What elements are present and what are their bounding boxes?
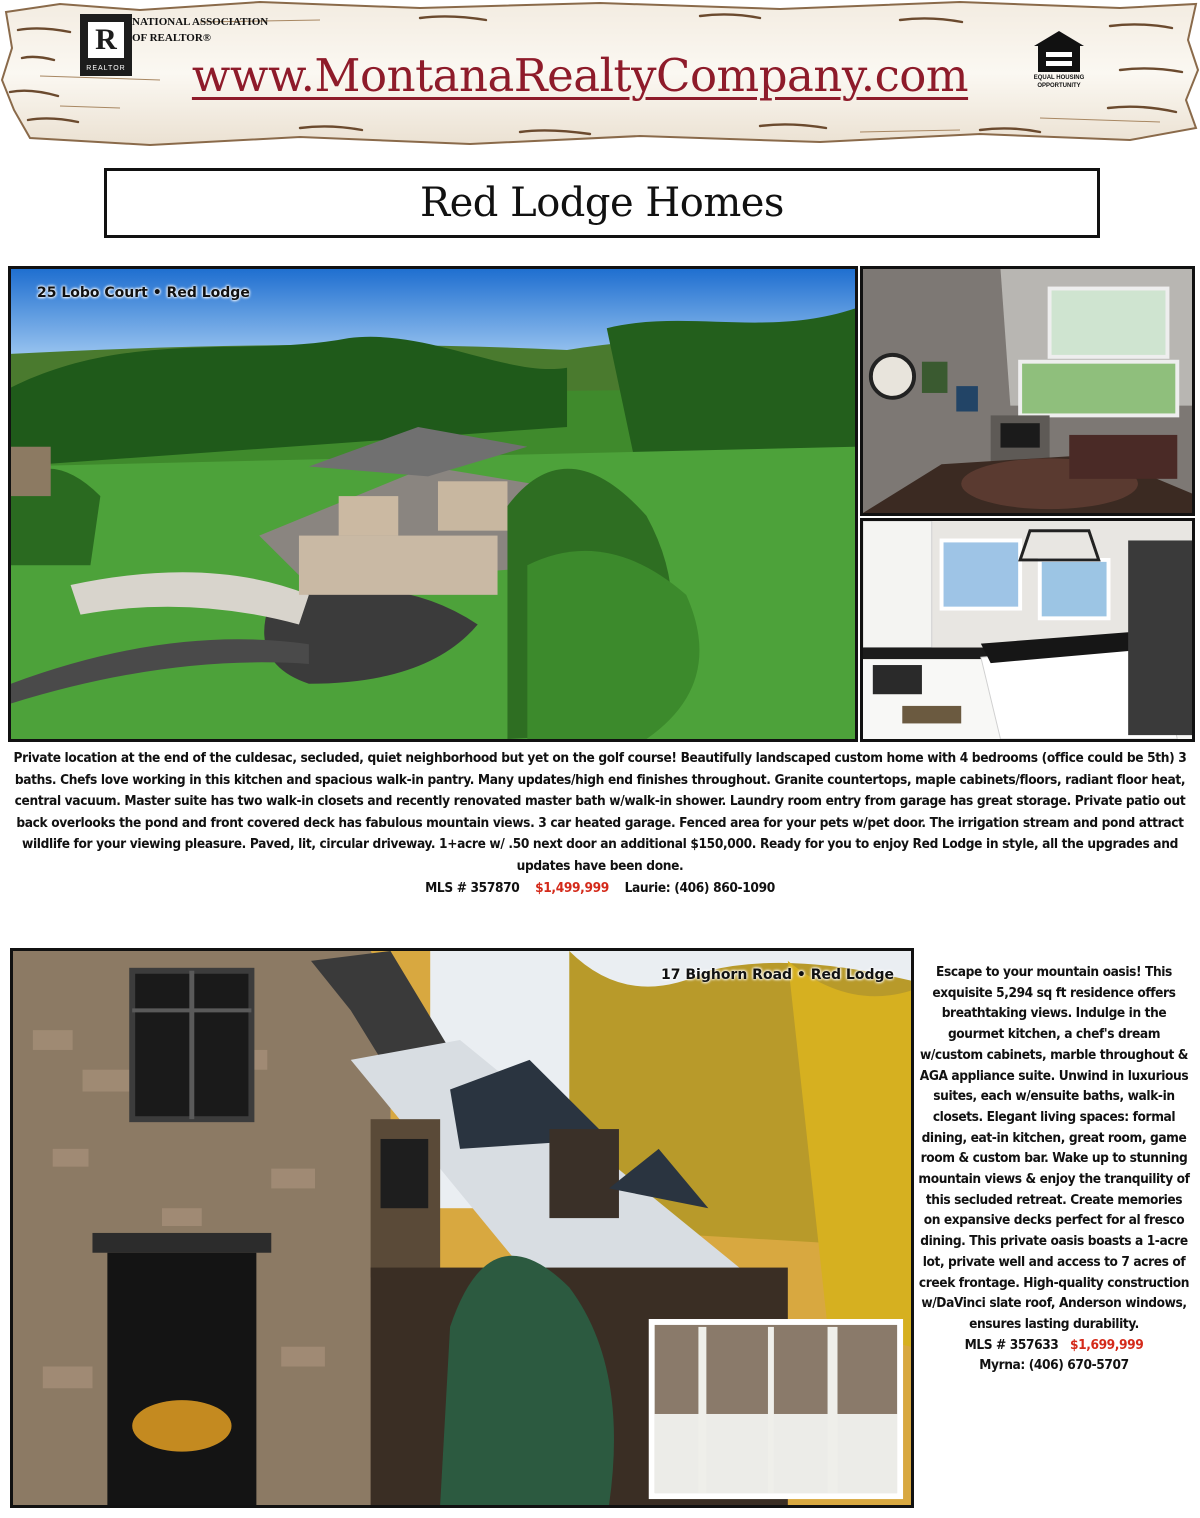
listing-2-price: $1,699,999 <box>1070 1336 1144 1353</box>
house-aerial-image <box>11 269 855 739</box>
listing-1-description: Private location at the end of the culdesac, secluded, quiet neighborhood but yet on the golf course! Beautifully landscaped custom home with 4 bedrooms (office could be 5th) 3 baths. Chefs love working in this kitchen and spacious walk-in pantry. Many updates/high end finishes throughout. Granite countertops, maple cabinets/floors, radiant floor heat, central vacuum. Master suite has two walk-in closets and recently renovated master bath w/walk-in shower. Laundry room entry from garage has great storage. Private patio out back overlooks the pond and front covered deck has fabulous mountain views. 3 car heated garage. Fenced area for your pets w/pet door. The irrigation stream and pond attract wildlife for your viewing pleasure. Paved, lit, circular driveway. 1+acre w/ .50 next door an additional $150,000. Ready for you to enjoy Red Lodge in style, all the upgrades and updates have been done. <box>13 750 1187 874</box>
website-link[interactable]: www.MontanaRealtyCompany.com <box>191 49 969 102</box>
listing-1-address: 25 Lobo Court • Red Lodge <box>37 285 250 301</box>
equal-housing-logo <box>1028 28 1090 94</box>
page-title: Red Lodge Homes <box>420 180 784 226</box>
stone-house-image <box>13 951 911 1505</box>
page-title-box <box>104 168 1100 238</box>
listing-1-price: $1,499,999 <box>535 879 609 896</box>
realtor-logo <box>80 14 132 76</box>
equal-housing-caption <box>1022 74 1096 90</box>
association-line-2: OF REALTOR® <box>132 32 212 44</box>
association-line-1: NATIONAL ASSOCIATION <box>132 16 269 28</box>
living-room-image <box>863 269 1192 513</box>
listing-2-address: 17 Bighorn Road • Red Lodge <box>661 967 894 983</box>
listing-1-kitchen-photo[interactable] <box>860 518 1195 742</box>
realtor-caption: REALTOR <box>86 65 126 72</box>
listing-2-main-photo[interactable] <box>10 948 914 1508</box>
equal-housing-icon <box>1028 28 1090 74</box>
listing-2-description: Escape to your mountain oasis! This exquisite 5,294 sq ft residence offers breathtaking views. Indulge in the gourmet kitchen, a chef's dream w/custom cabinets, marble throughout & AGA appliance suite. Unwind in luxurious suites, each w/ensuite baths, walk-in closets. Elegant living spaces: formal dining, eat-in kitchen, great room, game room & custom bar. Wake up to stunning mountain views & enjoy the tranquility of this secluded retreat. Create memories on expansive decks perfect for al fresco dining. This private oasis boasts a 1-acre lot, private well and access to 7 acres of creek frontage. High-quality construction w/DaVinci slate roof, Anderson windows, ensures lasting durability. <box>918 964 1190 1332</box>
listing-1-main-photo[interactable] <box>8 266 858 742</box>
equal-housing-caption-line-1: EQUAL HOUSING <box>1033 75 1085 81</box>
listing-1-mls: MLS # 357870 <box>425 879 520 896</box>
equal-housing-caption-line-2: OPPORTUNITY <box>1037 83 1081 89</box>
listing-1-agent[interactable]: Laurie: (406) 860-1090 <box>624 879 775 896</box>
realtor-mark: R <box>88 22 124 58</box>
listing-1-meta <box>12 878 1188 900</box>
header-banner <box>0 0 1200 150</box>
listing-2-meta <box>918 1335 1190 1356</box>
listing-1-living-room-photo[interactable] <box>860 266 1195 516</box>
listing-2-agent[interactable]: Myrna: (406) 670-5707 <box>979 1357 1129 1374</box>
listing-2-mls: MLS # 357633 <box>964 1336 1059 1353</box>
listing-2-description-block <box>918 962 1190 1376</box>
association-name <box>132 14 302 46</box>
kitchen-image <box>863 521 1192 739</box>
listing-1-description-block <box>12 748 1188 899</box>
